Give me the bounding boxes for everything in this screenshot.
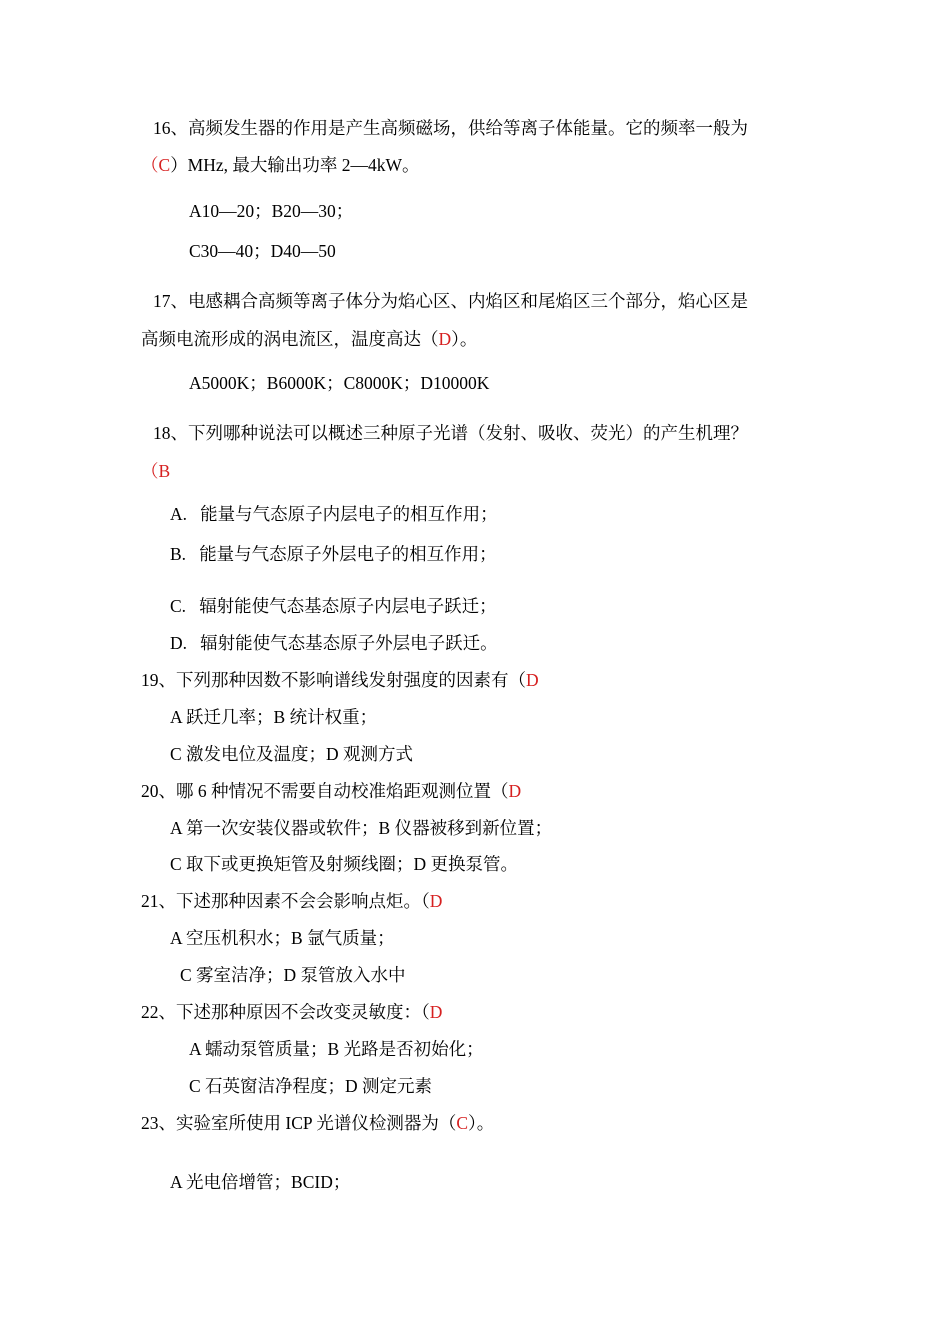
q18-option-a-label: A.	[170, 504, 188, 524]
q18-open-paren: （	[141, 461, 159, 481]
q20-option-line1: A 第一次安装仪器或软件；B 仪器被移到新位置；	[170, 818, 553, 838]
q19-stem	[141, 669, 539, 691]
q21-answer: D	[429, 891, 443, 911]
q16-option-line2: C30—40；D40—50	[189, 241, 336, 261]
q21-stem	[141, 890, 442, 912]
q18-option-c-label: C.	[170, 596, 187, 616]
q16-stem-line2	[141, 154, 420, 176]
q23-stem-tail: ）。	[468, 1113, 495, 1133]
q17-option-line1: A5000K；B6000K；C8000K；D10000K	[189, 373, 490, 393]
q23-answer: C	[456, 1113, 469, 1133]
q16-option-line1: A10—20；B20—30；	[189, 201, 354, 221]
q22-option-line1: A 蠕动泵管质量；B 光路是否初始化；	[189, 1039, 484, 1059]
q18-option-a-text: 能量与气态原子内层电子的相互作用；	[200, 504, 498, 524]
q18-option-d-label: D.	[170, 633, 188, 653]
q19-answer: D	[526, 670, 539, 690]
q17-stem-tail: ）。	[451, 329, 478, 349]
q22-stem-text: 22、下述那种原因不会改变灵敏度：（	[141, 1002, 430, 1022]
q21-stem-text: 21、下述那种因素不会会影响点炬。（	[141, 891, 430, 911]
q19-option-line1: A 跃迁几率；B 统计权重；	[170, 707, 378, 727]
q22-answer: D	[429, 1002, 443, 1022]
q23-option-line1: A 光电倍增管；BCID；	[170, 1172, 351, 1192]
q16-answer: C	[158, 155, 171, 175]
q18-option-c	[170, 595, 497, 617]
q19-option-line2: C 激发电位及温度；D 观测方式	[170, 744, 414, 764]
q18-option-d-text: 辐射能使气态基态原子外层电子跃迁。	[200, 633, 498, 653]
q18-stem-line1: 18、下列哪种说法可以概述三种原子光谱（发射、吸收、荧光）的产生机理？	[153, 423, 748, 443]
q22-stem	[141, 1001, 442, 1023]
q17-answer: D	[438, 329, 452, 349]
q22-option-line2: C 石英窗洁净程度；D 测定元素	[189, 1076, 433, 1096]
q17-stem-head: 高频电流形成的涡电流区，温度高达（	[141, 329, 439, 349]
q17-stem-line2	[141, 328, 477, 350]
q18-answer: B	[158, 461, 171, 481]
q21-option-line2: C 雾室洁净；D 泵管放入水中	[180, 965, 406, 985]
q18-option-b-label: B.	[170, 544, 187, 564]
q19-stem-text: 19、下列那种因数不影响谱线发射强度的因素有（	[141, 670, 526, 690]
q16-stem-line1: 16、高频发生器的作用是产生高频磁场，供给等离子体能量。它的频率一般为	[153, 118, 748, 138]
q20-stem-text: 20、哪 6 种情况不需要自动校准焰距观测位置（	[141, 781, 509, 801]
q23-stem	[141, 1112, 494, 1134]
q20-option-line2: C 取下或更换矩管及射频线圈；D 更换泵管。	[170, 854, 519, 874]
q17-stem-line1: 17、电感耦合高频等离子体分为焰心区、内焰区和尾焰区三个部分，焰心区是	[153, 291, 748, 311]
q18-option-b	[170, 543, 497, 565]
q16-open-paren: （	[141, 155, 159, 175]
q20-stem	[141, 780, 521, 802]
q18-stem-line2	[141, 460, 170, 482]
q21-option-line1: A 空压机积水；B 氩气质量；	[170, 928, 395, 948]
q18-option-a	[170, 503, 498, 525]
q18-option-d	[170, 632, 498, 654]
q16-stem-tail: ）MHz, 最大输出功率 2—4kW。	[170, 155, 420, 175]
q23-stem-text: 23、实验室所使用 ICP 光谱仪检测器为（	[141, 1113, 457, 1133]
q20-answer: D	[508, 781, 522, 801]
q18-option-c-text: 辐射能使气态基态原子内层电子跃迁；	[199, 596, 497, 616]
q18-option-b-text: 能量与气态原子外层电子的相互作用；	[199, 544, 497, 564]
